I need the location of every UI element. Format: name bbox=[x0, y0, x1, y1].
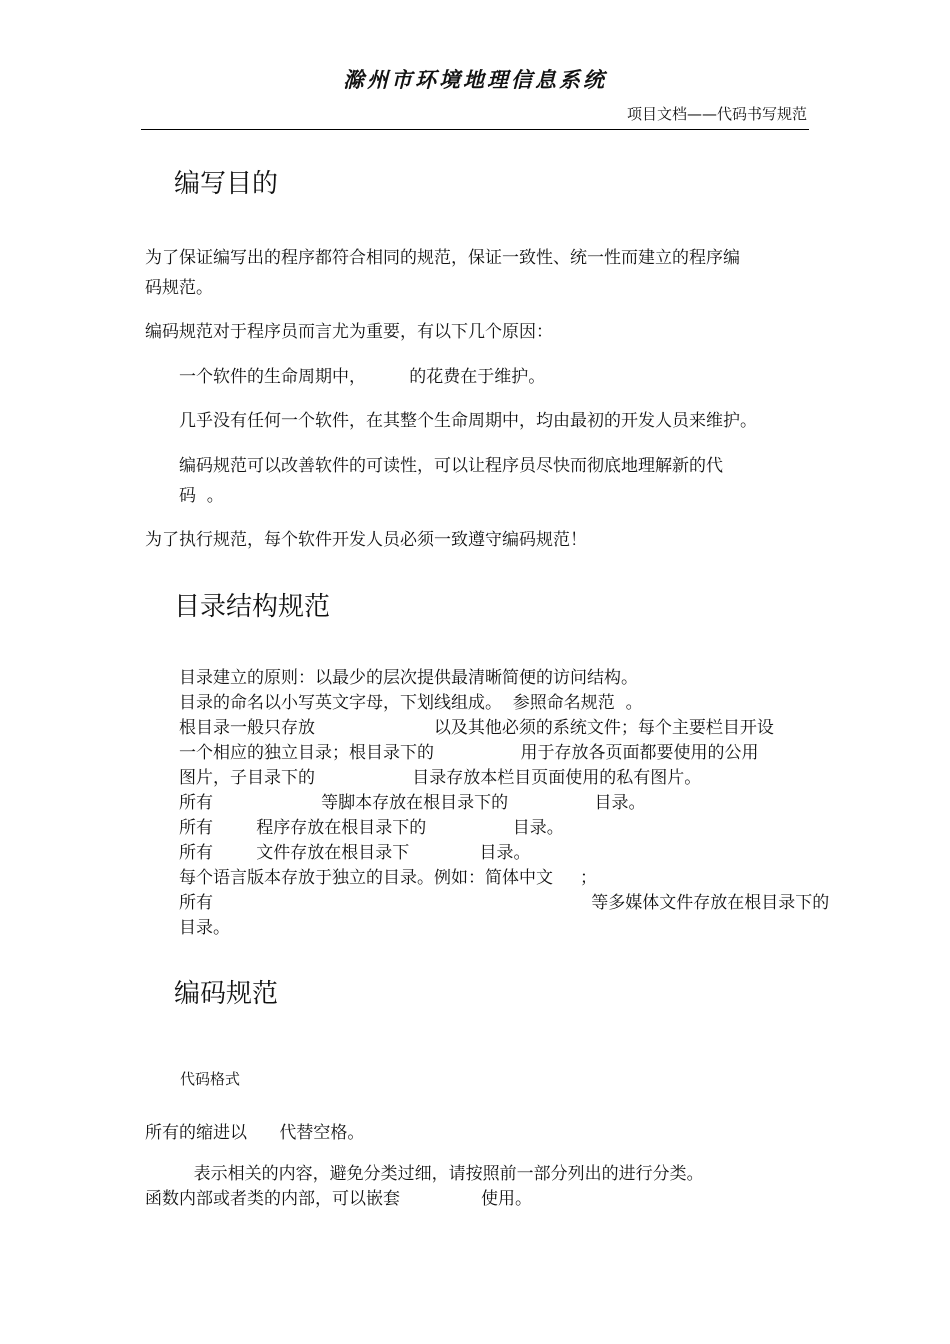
directory-rule-line: 目录。 bbox=[179, 918, 230, 938]
directory-rule-line: 目录的命名以小写英文字母，下划线组成。 参照命名规范 。 bbox=[179, 693, 643, 713]
paragraph-region-line1: 表示相关的内容，避免分类过细，请按照前一部分列出的进行分类。 bbox=[145, 1164, 704, 1184]
list-item-reason-1: 一个软件的生命周期中， 的花费在于维护。 bbox=[179, 367, 546, 387]
paragraph-region-line2: 函数内部或者类的内部，可以嵌套 使用。 bbox=[145, 1189, 533, 1209]
paragraph-intro-line1: 为了保证编写出的程序都符合相同的规范，保证一致性、统一性而建立的程序编 bbox=[145, 248, 740, 268]
list-item-reason-2: 几乎没有任何一个软件，在其整个生命周期中，均由最初的开发人员来维护。 bbox=[179, 411, 757, 431]
directory-rule-line: 目录建立的原则：以最少的层次提供最清晰简便的访问结构。 bbox=[179, 668, 638, 688]
document-header-title: 滁州市环境地理信息系统 bbox=[343, 67, 607, 92]
paragraph-reasons-lead: 编码规范对于程序员而言尤为重要，有以下几个原因： bbox=[145, 322, 553, 342]
directory-rule-line: 所有 等多媒体文件存放在根目录下的 bbox=[179, 893, 830, 913]
directory-rule-line: 所有 程序存放在根目录下的 目录。 bbox=[179, 818, 564, 838]
document-header-subtitle: 项目文档——代码书写规范 bbox=[626, 105, 807, 123]
section-heading-directory-structure: 目录结构规范 bbox=[174, 592, 331, 622]
paragraph-intro-line2: 码规范。 bbox=[145, 278, 213, 298]
directory-rule-line: 所有 等脚本存放在根目录下的 目录。 bbox=[179, 793, 646, 813]
section-heading-coding-standard: 编码规范 bbox=[174, 979, 279, 1009]
directory-rule-line: 图片，子目录下的 目录存放本栏目页面使用的私有图片。 bbox=[179, 768, 702, 788]
directory-rule-line: 根目录一般只存放 以及其他必须的系统文件；每个主要栏目开设 bbox=[179, 718, 774, 738]
section-heading-purpose: 编写目的 bbox=[174, 169, 279, 199]
directory-rule-line: 每个语言版本存放于独立的目录。例如：简体中文 ； bbox=[179, 868, 598, 888]
directory-rule-line: 一个相应的独立目录；根目录下的 用于存放各页面都要使用的公用 bbox=[179, 743, 759, 763]
list-item-reason-3-line1: 编码规范可以改善软件的可读性，可以让程序员尽快而彻底地理解新的代 bbox=[179, 456, 723, 476]
paragraph-indentation: 所有的缩进以 代替空格。 bbox=[145, 1123, 365, 1143]
list-item-reason-3-line2: 码 。 bbox=[179, 486, 224, 506]
subheading-code-format: 代码格式 bbox=[180, 1070, 241, 1088]
header-divider bbox=[141, 129, 809, 130]
directory-rule-line: 所有 文件存放在根目录下 目录。 bbox=[179, 843, 531, 863]
paragraph-closing: 为了执行规范，每个软件开发人员必须一致遵守编码规范！ bbox=[145, 530, 587, 550]
